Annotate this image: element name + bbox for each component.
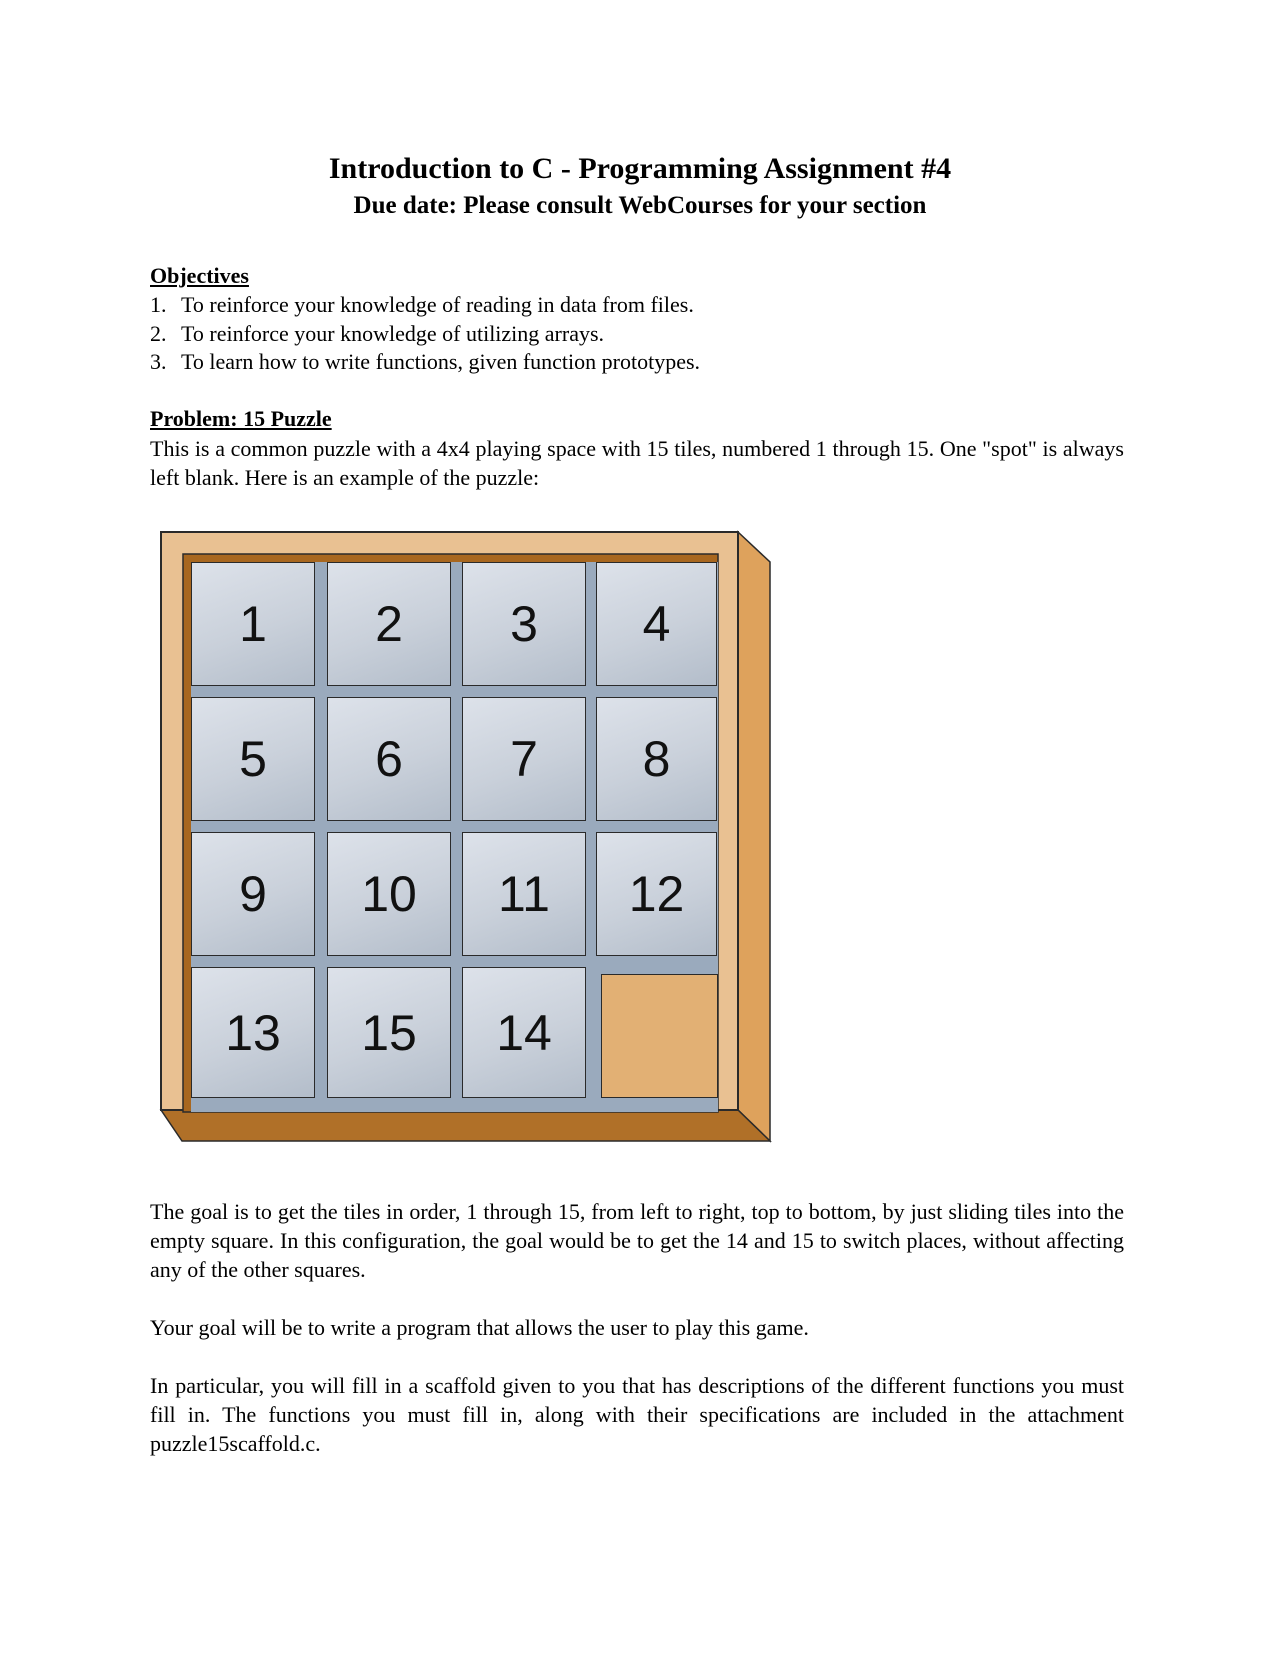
puzzle-tile: 5 (191, 697, 315, 821)
your-goal-paragraph: Your goal will be to write a program that allows the user to play this game. (150, 1315, 809, 1340)
objective-item (150, 291, 700, 320)
puzzle-tile: 9 (191, 832, 315, 956)
objective-item (150, 348, 700, 377)
document-title: Introduction to C - Programming Assignment #4 (328, 152, 952, 185)
goal-paragraph: The goal is to get the tiles in order, 1 through 15, from left to right, top to bottom, by just sliding tiles into the empty square. In this configuration, the goal would be to get the 14 and 15 to switch places, without affecting any of the other squares. (150, 1199, 1124, 1282)
puzzle-tile: 4 (596, 562, 717, 686)
objective-number: 3. (150, 349, 167, 374)
puzzle-tile: 12 (596, 832, 717, 956)
objective-text: To learn how to write functions, given function prototypes. (181, 349, 701, 374)
puzzle-tile: 14 (462, 967, 586, 1098)
problem-heading: Problem: 15 Puzzle (150, 406, 332, 431)
puzzle-tile: 10 (327, 832, 451, 956)
puzzle-tile: 11 (462, 832, 586, 956)
objective-number: 1. (150, 292, 167, 317)
puzzle-figure (158, 528, 773, 1144)
objectives-heading: Objectives (150, 263, 249, 288)
problem-intro: This is a common puzzle with a 4x4 playing space with 15 tiles, numbered 1 through 15. One "spot" is always left blank. Here is an example of the puzzle: (150, 436, 1124, 490)
document-subtitle: Due date: Please consult WebCourses for your section (353, 192, 927, 219)
objectives-list (150, 291, 700, 377)
puzzle-tile: 15 (327, 967, 451, 1098)
puzzle-tile: 6 (327, 697, 451, 821)
objective-item (150, 320, 700, 349)
objective-text: To reinforce your knowledge of utilizing arrays. (181, 320, 605, 346)
puzzle-tile: 13 (191, 967, 315, 1098)
puzzle-tile: 3 (462, 562, 586, 686)
objective-text: To reinforce your knowledge of reading in data from files. (181, 292, 694, 317)
puzzle-tray (183, 554, 718, 1112)
puzzle-empty-space (601, 974, 718, 1098)
puzzle-tile: 2 (327, 562, 451, 686)
puzzle-tile: 8 (596, 697, 717, 821)
puzzle-tile: 1 (191, 562, 315, 686)
objective-number: 2. (150, 320, 167, 346)
scaffold-paragraph: In particular, you will fill in a scaffold given to you that has descriptions of the different functions you must fill in. The functions you must fill in, along with their specifications are included in the attachment puzzle15scaffold.c. (150, 1373, 1124, 1456)
puzzle-tile: 7 (462, 697, 586, 821)
